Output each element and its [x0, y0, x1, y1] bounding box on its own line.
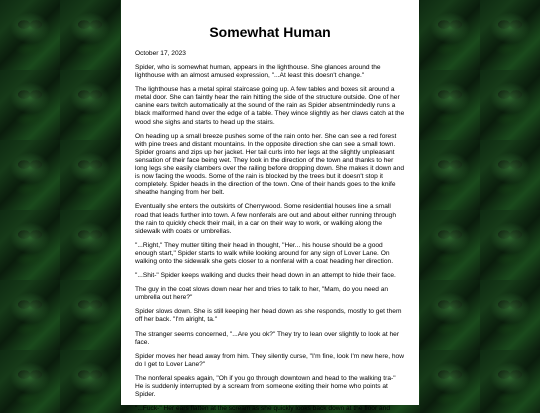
- story-paragraph: The guy in the coat slows down near her and tries to talk to her, "Mam, do you need an umbrella out here?": [135, 286, 389, 302]
- story-paragraph: Eventually she enters the outskirts of Cherrywood. Some residential houses line a small road that leads further into town. A few nonferals are out and about either running through the rain to quickly check their mail, in a car on their way to work, or walking along the sidewalk with coats or umbrellas.: [135, 203, 396, 235]
- story-paragraph: Spider slows down. She is still keeping her head down as she responds, mostly to get them off her back. "I'm alright, ta.": [135, 308, 402, 324]
- story-paragraph: The lighthouse has a metal spiral staircase going up. A few tables and boxes sit around a metal door. She can faintly hear the rain hitting the side of the structure outside. One of her canine ears twitch automatically at the sound of the rain as Spider absentmindedly runs a black malformed hand over the edge of a table. They wince slightly as her claws catch at the wood she sighs and starts to head up the stairs.: [135, 86, 405, 126]
- story-paragraph: Spider, who is somewhat human, appears in the lighthouse. She glances around the lighthouse with an almost amused expression, "...At least this doesn't change.": [135, 64, 381, 80]
- story-paragraph: The nonferal speaks again, "Oh if you go through downtown and head to the walking tra-" He is suddenly interrupted by a scream from someone exiting their home who points at Spider.: [135, 374, 396, 399]
- story-page: [121, 0, 419, 413]
- story-paragraph: "...Shit-" Spider keeps walking and ducks their head down in an attempt to hide their face.: [135, 272, 396, 280]
- story-paragraph: "...Fuck-" Her ears flatten at the scream as she quickly looks back down at the floor and: [135, 405, 390, 413]
- story-paragraph: "...Right," They mutter tilting their head in thought, "Her... his house should be a good enough start," Spider starts to walk while looking around for any sign of Lover Lane. On walking onto the sidewalk she gets closer to a nonferal with a coat heading her direction.: [135, 241, 394, 265]
- story-paragraph: Spider moves her head away from him. They silently curse, "I'm fine, look I'm new here, how do I get to Lover Lane?": [135, 352, 404, 368]
- story-title: Somewhat Human: [209, 24, 331, 40]
- story-paragraph: The stranger seems concerned, "...Are you ok?" They try to lean over slightly to look at her face.: [135, 330, 400, 346]
- story-date: October 17, 2023: [135, 50, 186, 57]
- story-paragraph: On heading up a small breeze pushes some of the rain onto her. She can see a red forest with pine trees and distant mountains. In the opposite direction she can see a small town. Spider groans and zips up her jacket. Her tail curls into her legs at the slightly unpleasant sensation of their face being wet. They look in the direction of the town and thanks to her long legs she easily clambers over the railing before dropping down. She makes it down and is now facing the woods. Some of the rain is blocked by the trees but it doesn't stop it completely. Spider heads in the direction of the town. One of their hands goes to the knife sheathe hanging from her belt.: [135, 132, 405, 197]
